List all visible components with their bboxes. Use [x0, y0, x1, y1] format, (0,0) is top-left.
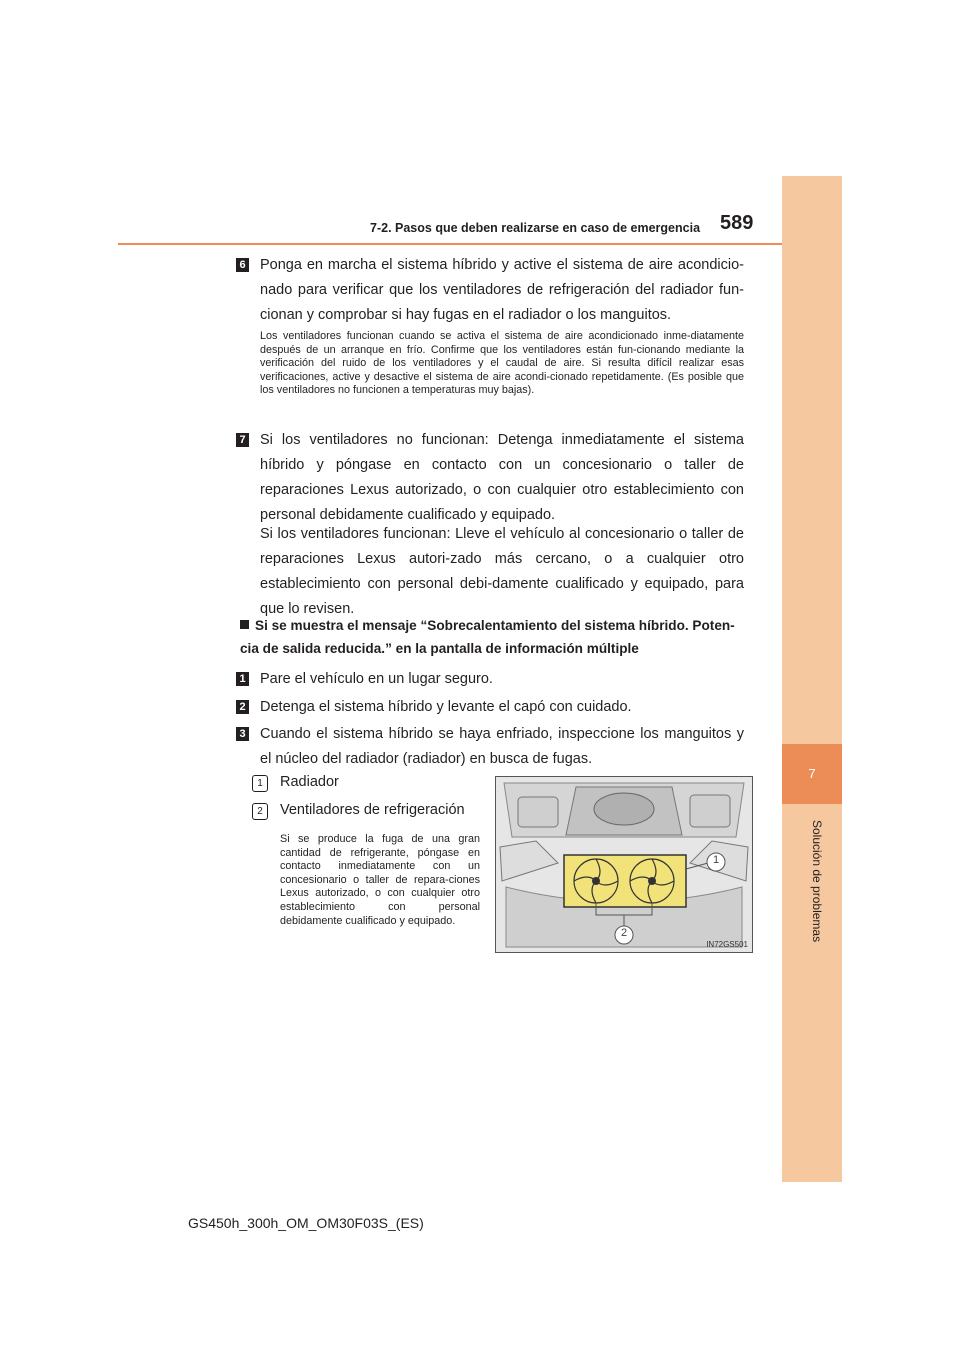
document-code: GS450h_300h_OM_OM30F03S_(ES) [188, 1215, 424, 1231]
figure-code: IN72GS501 [706, 940, 748, 949]
item-number-1: 1 [252, 775, 268, 792]
step-number-6: 6 [236, 258, 249, 272]
header-rule [118, 243, 782, 245]
item-label-radiator: Radiador [280, 774, 339, 790]
chapter-side-band [782, 176, 842, 1182]
item-number-2: 2 [252, 803, 268, 820]
section-step-number-3: 3 [236, 727, 249, 741]
step-7-paragraph-2: Si los ventiladores funcionan: Lleve el vehículo al concesionario o taller de reparaciones Lexus autori-zado más cercano, o a cualquier otro establecimiento con personal debi-damente cualificado y equipado, para que lo revisen. [260, 526, 744, 617]
section-heading [240, 614, 746, 660]
page-number: 589 [720, 212, 754, 234]
chapter-number: 7 [808, 766, 816, 781]
section-step-number-1: 1 [236, 672, 249, 686]
section-step-number-2: 2 [236, 700, 249, 714]
step-6-note: Los ventiladores funcionan cuando se activa el sistema de aire acondicionado inme-diatamente después de un arranque en frío. Confirme que los ventiladores están fun-cionando mediante la verificación del ruido de los ventiladores y el caudal de aire. Si resulta difícil realizar esas verificaciones, active y desactive el sistema de aire acondi-cionado repetidamente. (Es posible que los ventiladores no funcionen a temperaturas muy bajas). [260, 330, 744, 397]
figure-callout-1: 1 [712, 854, 720, 866]
step-number-7: 7 [236, 433, 249, 447]
section-step-1-text: Pare el vehículo en un lugar seguro. [260, 671, 493, 687]
section-step-3-text: Cuando el sistema híbrido se haya enfriado, inspeccione los manguitos y el núcleo del radiador (radiador) en busca de fugas. [260, 726, 744, 767]
section-heading-text: Si se muestra el mensaje “Sobrecalentamiento del sistema híbrido. Poten-cia de salida reducida.” en la pantalla de información múltiple [240, 618, 735, 656]
item-label-cooling-fans: Ventiladores de refrigeración [280, 802, 465, 818]
section-step-2-text: Detenga el sistema híbrido y levante el capó con cuidado. [260, 699, 632, 715]
square-bullet-icon [240, 620, 249, 629]
figure-note: Si se produce la fuga de una gran cantidad de refrigerante, póngase en contacto inmediatamente con un concesionario o taller de repara-ciones Lexus autorizado, o con cualquier otro establecimiento con personal debidamente cualificado y equipado. [280, 833, 480, 927]
engine-bay-figure [495, 776, 753, 953]
step-7-paragraph-1: Si los ventiladores no funcionan: Detenga inmediatamente el sistema híbrido y póngase en contacto con un concesionario o taller de reparaciones Lexus autorizado, o con cualquier otro establecimiento con personal debidamente cualificado y equipado. [260, 432, 744, 523]
chapter-title: Solución de problemas [810, 820, 824, 943]
step-6-text: Ponga en marcha el sistema híbrido y active el sistema de aire acondicio-nado para verificar que los ventiladores de refrigeración del radiador fun-cionan y comprobar si hay fugas en el radiador o los manguitos. [260, 257, 744, 323]
section-title: 7-2. Pasos que deben realizarse en caso de emergencia [370, 221, 701, 235]
figure-callout-2: 2 [620, 927, 628, 939]
